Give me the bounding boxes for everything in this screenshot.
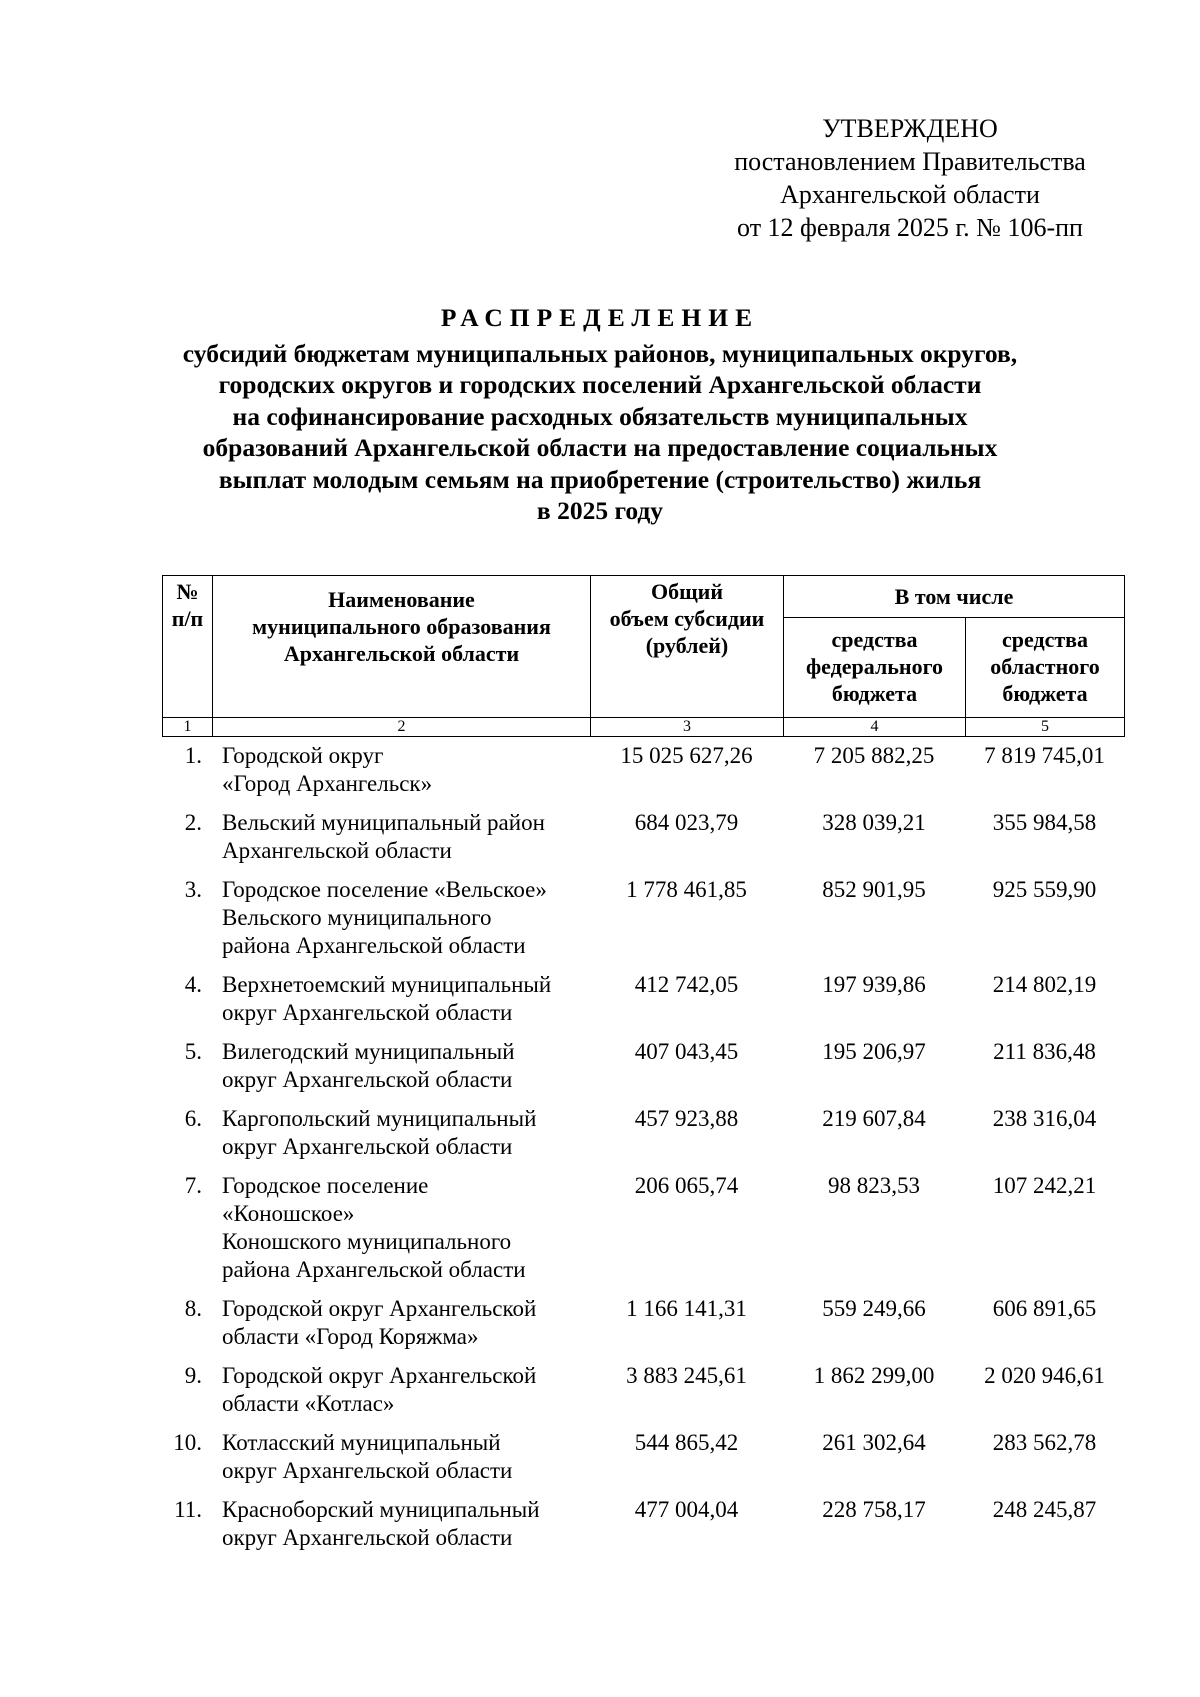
row-number: 1.: [184, 743, 202, 768]
municipality-name-line: Архангельской области: [222, 838, 452, 863]
regional-funds: 925 559,90: [992, 877, 1097, 902]
federal-funds: 197 939,86: [822, 972, 926, 997]
regional-funds: 248 245,87: [992, 1497, 1097, 1522]
municipality-name-line: Верхнетоемский муниципальный: [222, 972, 552, 997]
municipality-name-line: Каргопольский муниципальный: [222, 1106, 537, 1131]
regional-funds: 211 836,48: [993, 1039, 1096, 1064]
municipality-name-line: района Архангельской области: [222, 1257, 526, 1282]
municipality-name: [212, 1172, 590, 1295]
municipality-name: [212, 742, 590, 809]
municipality-name: [212, 1105, 590, 1172]
approval-line-4: от 12 февраля 2025 г. № 106-пп: [737, 213, 1083, 242]
approval-line-3: Архангельской области: [780, 180, 1040, 209]
federal-funds: 195 206,97: [822, 1039, 926, 1064]
municipality-name-line: округ Архангельской области: [222, 1458, 513, 1483]
row-number: 8.: [184, 1296, 202, 1321]
federal-funds: 7 205 882,25: [813, 743, 935, 768]
row-number: 10.: [173, 1430, 202, 1455]
header-federal: средства федерального бюджета: [784, 618, 966, 718]
total-subsidy: 15 025 627,26: [620, 743, 753, 768]
approval-block: [700, 112, 1120, 244]
total-subsidy: 477 004,04: [634, 1497, 739, 1522]
municipality-name: [212, 809, 590, 876]
municipality-name-line: Вельского муниципального: [222, 905, 492, 930]
regional-funds: 606 891,65: [992, 1296, 1097, 1321]
header-name: Наименование муниципального образования Архангельской области: [213, 576, 591, 718]
table-row: [162, 1105, 1124, 1172]
table-row: [162, 742, 1124, 809]
column-numbers-row: [163, 718, 1125, 737]
municipality-name-line: Городской округ Архангельской: [222, 1363, 537, 1388]
total-subsidy: 3 883 245,61: [626, 1363, 747, 1388]
title-line-1: субсидий бюджетам муниципальных районов, муниципальных округов,: [182, 338, 1018, 368]
regional-funds: 238 316,04: [992, 1106, 1097, 1131]
federal-funds: 328 039,21: [822, 810, 926, 835]
municipality-name: [212, 1295, 590, 1362]
column-number: 5: [966, 718, 1125, 737]
total-subsidy: 457 923,88: [634, 1106, 739, 1131]
table-row: [162, 971, 1124, 1038]
total-subsidy: 684 023,79: [634, 810, 739, 835]
municipality-name: [212, 1362, 590, 1429]
municipality-name: [212, 1038, 590, 1105]
title-line-6: в 2025 году: [536, 496, 664, 525]
total-subsidy: 1 778 461,85: [626, 877, 747, 902]
approval-line-1: УТВЕРЖДЕНО: [822, 114, 998, 143]
municipality-name-line: Городской округ: [222, 743, 384, 768]
municipality-name-line: района Архангельской области: [222, 933, 526, 958]
table-row: [162, 1172, 1124, 1295]
regional-funds: 107 242,21: [992, 1173, 1097, 1198]
table-row: [162, 809, 1124, 876]
approval-line-2: постановлением Правительства: [734, 147, 1086, 176]
regional-funds: 355 984,58: [992, 810, 1097, 835]
document-title: [100, 302, 1100, 527]
federal-funds: 261 302,64: [822, 1430, 926, 1455]
municipality-name: [212, 1496, 590, 1563]
municipality-name-line: Городское поселение: [222, 1173, 429, 1198]
municipality-name-line: области «Город Коряжма»: [222, 1324, 479, 1349]
row-number: 2.: [184, 810, 202, 835]
column-number: 2: [213, 718, 591, 737]
federal-funds: 219 607,84: [822, 1106, 926, 1131]
municipality-name-line: Городское поселение «Вельское»: [222, 877, 547, 902]
table-row: [162, 1429, 1124, 1496]
table-row: [162, 1362, 1124, 1429]
row-number: 5.: [184, 1039, 202, 1064]
municipality-name-line: округ Архангельской области: [222, 1000, 513, 1025]
federal-funds: 852 901,95: [822, 877, 926, 902]
municipality-name-line: Котласский муниципальный: [222, 1430, 501, 1455]
row-number: 3.: [184, 877, 202, 902]
title-line-5: выплат молодым семьям на приобретение (строительство) жилья: [218, 464, 982, 494]
federal-funds: 559 249,66: [822, 1296, 926, 1321]
header-number: № п/п: [163, 576, 213, 718]
municipality-name: [212, 1429, 590, 1496]
federal-funds: 228 758,17: [822, 1497, 926, 1522]
municipality-name: [212, 971, 590, 1038]
total-subsidy: 206 065,74: [634, 1173, 739, 1198]
federal-funds: 1 862 299,00: [813, 1363, 935, 1388]
municipality-name-line: Вельский муниципальный район: [222, 810, 545, 835]
municipality-name-line: округ Архангельской области: [222, 1525, 513, 1550]
title-line-2: городских округов и городских поселений Архангельской области: [218, 370, 982, 399]
regional-funds: 7 819 745,01: [984, 743, 1105, 768]
title-line-4: образований Архангельской области на предоставление социальных: [202, 433, 998, 462]
municipality-name-line: Вилегодский муниципальный: [222, 1039, 515, 1064]
federal-funds: 98 823,53: [828, 1173, 920, 1198]
municipality-name-line: области «Котлас»: [222, 1391, 395, 1416]
municipality-name-line: «Город Архангельск»: [222, 771, 433, 796]
row-number: 11.: [174, 1497, 202, 1522]
title-heading: РАСПРЕДЕЛЕНИЕ: [440, 303, 760, 332]
table-row: [162, 1038, 1124, 1105]
municipality-name: [212, 876, 590, 971]
municipality-name-line: Красноборский муниципальный: [222, 1497, 540, 1522]
regional-funds: 2 020 946,61: [984, 1363, 1105, 1388]
municipality-name-line: «Коношское»: [222, 1201, 355, 1226]
header-total: Общий объем субсидии (рублей): [591, 576, 784, 718]
total-subsidy: 1 166 141,31: [626, 1296, 747, 1321]
regional-funds: 283 562,78: [992, 1430, 1097, 1455]
municipality-name-line: округ Архангельской области: [222, 1067, 513, 1092]
regional-funds: 214 802,19: [992, 972, 1097, 997]
row-number: 9.: [184, 1363, 202, 1388]
column-number: 4: [784, 718, 966, 737]
municipality-name-line: Коношского муниципального: [222, 1229, 512, 1254]
total-subsidy: 412 742,05: [634, 972, 739, 997]
table-row: [162, 1496, 1124, 1563]
title-line-3: на софинансирование расходных обязательств муниципальных: [232, 401, 968, 431]
row-number: 4.: [184, 972, 202, 997]
municipality-name-line: округ Архангельской области: [222, 1134, 513, 1159]
table-header: [162, 575, 1125, 737]
municipality-name-line: Городской округ Архангельской: [222, 1296, 537, 1321]
table-body: [162, 742, 1124, 1563]
total-subsidy: 544 865,42: [634, 1430, 739, 1455]
column-number: 3: [591, 718, 784, 737]
header-including: В том числе: [784, 576, 1125, 618]
column-number: 1: [163, 718, 213, 737]
row-number: 6.: [184, 1106, 202, 1131]
total-subsidy: 407 043,45: [634, 1039, 739, 1064]
table-row: [162, 1295, 1124, 1362]
header-regional: средства областного бюджета: [966, 618, 1125, 718]
row-number: 7.: [184, 1173, 202, 1198]
table-row: [162, 876, 1124, 971]
